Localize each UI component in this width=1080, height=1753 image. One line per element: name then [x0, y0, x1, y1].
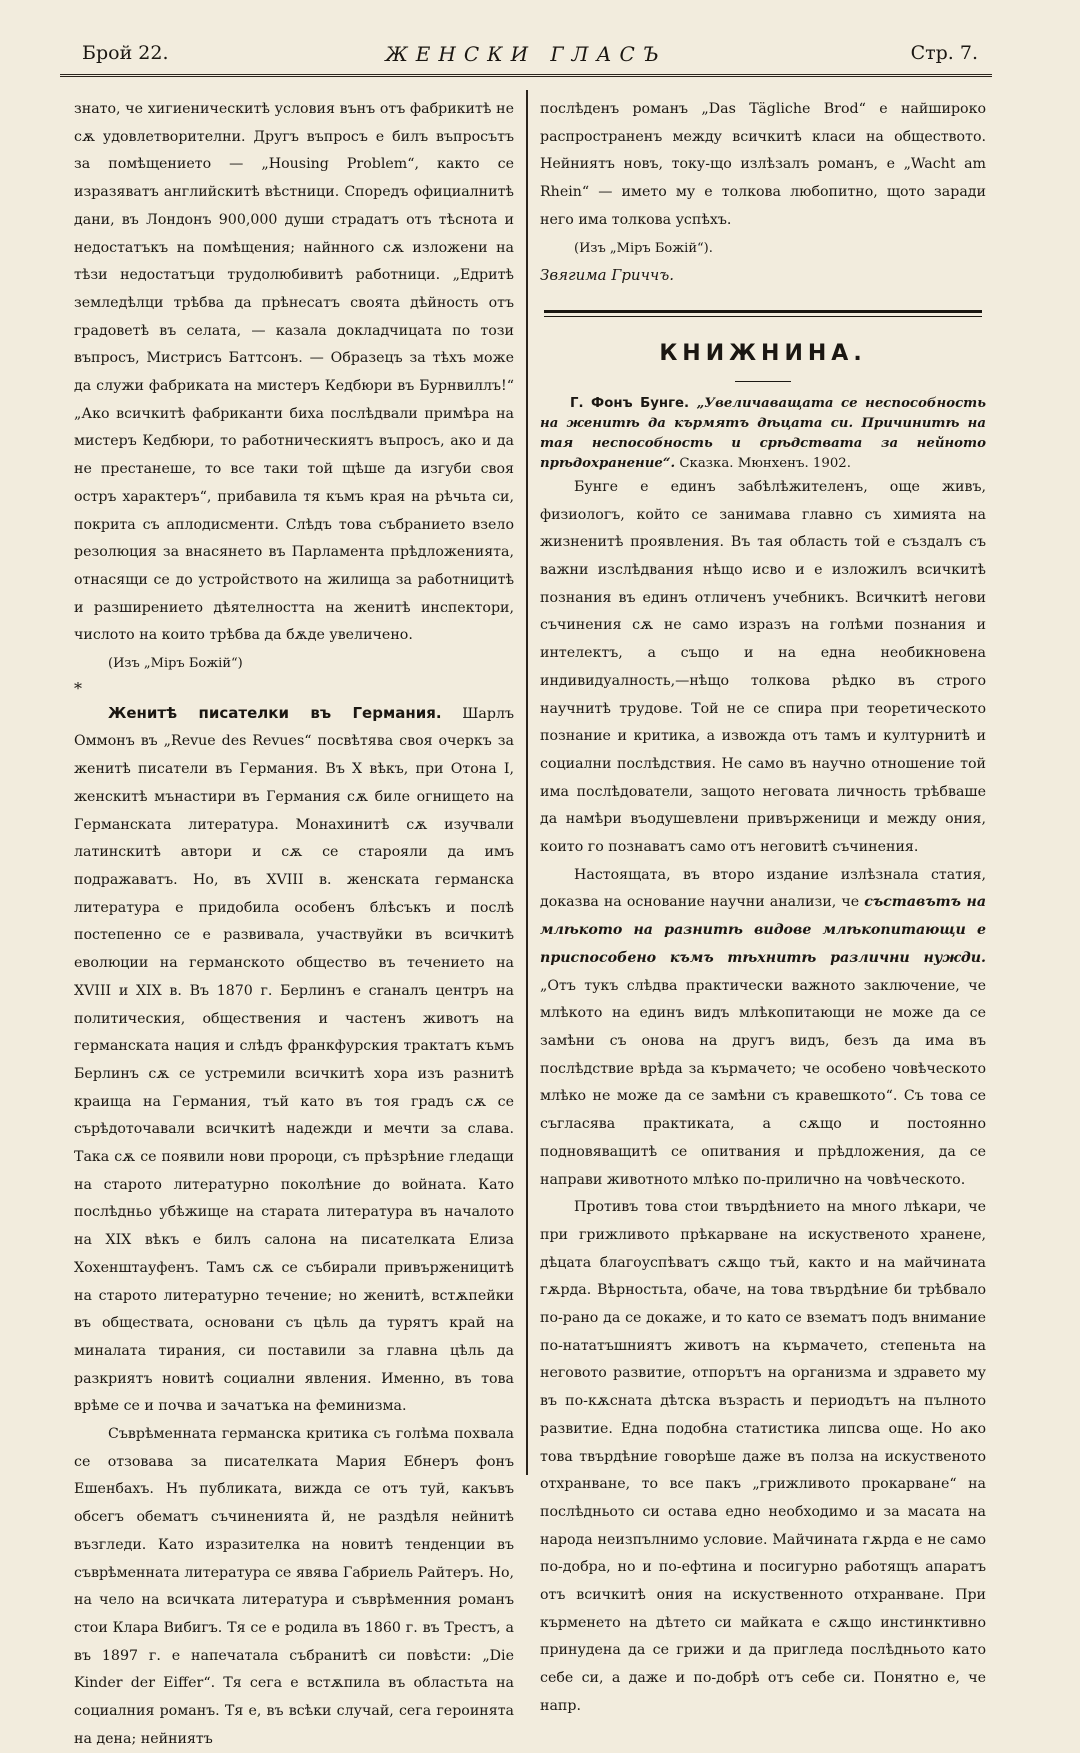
left-column — [74, 96, 514, 1753]
paragraph — [540, 862, 986, 1194]
paragraph: Съврѣменната германска критика съ голѣма похвала се отзовава за писателката Мария Ебнеръ фонъ Ешенбахъ. Нъ публиката, вижда се отъ туй, какъвъ обсегъ обематъ съчиненията й, не раздѣля нейнитѣ възгледи. Като изразителка на новитѣ тенденции въ съврѣменната литература се явява Габриель Райтеръ. Но, на чело на всичката литература и съврѣменния романъ стои Клара Вибигъ. Тя се е родила въ 1860 г. въ Трестъ, а въ 1897 г. е напечатала събранитѣ си повѣсти: „Die Kinder der Eiffer“. Тя сега е встѫпила въ областьта на социалния романъ. Тя е, въ всѣки случай, сега героинята на дена; нейниятъ — [74, 1426, 514, 1747]
section-title: КНИЖНИНА. — [659, 340, 867, 366]
paragraph: послѣденъ романъ „Das Tägliche Brod“ е найширoко распространенъ между всичкитѣ класи на обществото. Нейниятъ новъ, току-що излѣзалъ романъ, е „Wacht am Rhein“ — името му е толкова любопитно, щото заради него има толкова успѣхъ. — [540, 101, 986, 228]
signature: Звягима Гриччъ. — [540, 266, 675, 285]
separator-star: * — [74, 678, 82, 698]
source-note: (Изъ „Міръ Божій“) — [108, 656, 243, 672]
article-paragraph — [74, 700, 514, 1421]
article-text: Шарлъ Оммонъ въ „Revue des Revues“ посвѣтява своя очеркъ за женитѣ писатели въ Германия. Въ X вѣкъ, при Отона I, женскитѣ мънастири въ Германия сѫ биле огнището на Германската литература. Монахинитѣ сѫ изучвали латинскитѣ автори и сѫ се старояли да имъ подражаватъ. Но, въ XVIII в. женската германска литература е придобила особенъ блѣсъкъ и послѣ постепенно се е развивала, участвуйки въ всичкитѣ еволюции на германското общество въ течението на XVIII и XIX в. Въ 1870 г. Берлинъ е craналъ центръ на политическия, обществения и частенъ животъ на германската нация и слѣдъ франкфурския трактатъ къмъ Берлинъ сѫ се устремили всичкитѣ хора изъ разнитѣ краища на Германия, тъй като въ тоя градъ сѫ се сърѣдоточавали всичкитѣ надежди и мечти за слава. Така сѫ се появили нови пророци, съ прѣзрѣние гледащи на старото литературно поколѣние до войната. Като послѣдньо убѣжище на старата литература въ началото на XIX вѣкъ е билъ салона на писателката Елиза Хохенштауфенъ. Тамъ сѫ се събирали привърженицитѣ на старото литературно течение; но женитѣ, встѫпейки въ обществата, основани съ цѣль да турятъ край на миналата тирания, си поставили за главна цѣль да разкриятъ новитѣ социални явления. Именно, въ това врѣме се и почва и зачатъка на феминизма. — [74, 705, 515, 1415]
article-title: Женитѣ писателки въ Германия. — [108, 703, 442, 722]
source-note: (Изъ „Міръ Божій“). — [574, 240, 713, 256]
page-header — [60, 34, 992, 77]
emphasized-text: съставътъ на млѣкото на разнитѣ видове млѣкопитающи е приспособено къмъ тѣхнитѣ различни нужди. — [540, 894, 987, 966]
book-reference — [540, 394, 986, 474]
issue-number: Брой 22. — [82, 42, 169, 64]
right-column — [540, 96, 986, 1721]
text-run: Настоящата, въ второ издание излѣзнала статия, доказва на основание научни анализи, че — [540, 866, 986, 911]
paragraph: Бунге е единъ забѣлѣжителенъ, още живъ, физиологъ, който се занимава главно съ химията на жизненитѣ проявления. Въ тая область той е създалъ съ важни изслѣдвания нѣщо исво и е изложилъ всичкитѣ познания въ единъ отличенъ учебникъ. Всичкитѣ негови съчинения сѫ не само изразъ на голѣми познания и интелектъ, а също и на една необикновена индивидуалность,—нѣщо толкова рѣдко въ строго научнитѣ трудове. Той не се спира при теоретическото познание и критика, а извожда отъ тамъ и културнитѣ и социални послѣдствия. Не само въ научно отношение той има послѣдователи, защото неговата личность трѣбваше да намѣри въодушевлени привърженици и между ония, които го познаватъ само отъ неговитѣ съчинения. — [540, 478, 986, 856]
journal-title: ЖЕНСКИ ГЛАСЪ — [385, 42, 667, 66]
paragraph: Противъ това стои твърдѣнието на много лѣкари, че при грижливото прѣкарване на искуственото хранене, дѣцата благоуспѣватъ сѫщо тъй, както и на майчината гѫрда. Вѣрностьта, обаче, на това твърдѣние би трѣбвало по-рано да се докаже, и то като се взематъ подъ внимание по-нататъшниятъ животъ на кърмачето, степеньта на неговото развитие, отпорътъ на организма и здравето му въ по-кѫсната дѣтска възрасть и периодътъ на пълното развитие. Една подобна статистика липсва още. Но ако това твърдѣние говорѣше даже въ полза на искуственото отхранване, то все пакъ „грижливото прокарване“ на послѣдньото си остава едно необходимо и за масата на народа неизпълнимо условие. Майчината гѫрда е не само по-добра, но и по-ефтина и посигурно работящъ апаратъ отъ всичкитѣ ония на искуственното отхранване. При кърменето на дѣтето си майката е сѫщо инстинктивно принудена да се грижи и да пригледа послѣдньото като себе си, а даже и по-добрѣ отъ себе си. Понятно е, че напр. — [540, 1199, 986, 1714]
book-author: Г. Фонъ Бунге. — [570, 395, 690, 411]
text-run: „Отъ тукъ слѣдва практически важното заключение, че млѣкото на единъ видъ млѣкопитающи не може да се замѣни съ онова на другъ видъ, безъ да има въ послѣдствие врѣда за кърмачето; че особено човѣческото млѣко не може да се замѣни съ кравешкото“. Съ това се съгласява практиката, а сѫщо и постоянно подновяващитѣ се опитвания и прѣдложения, да се направи животното млѣко по-прилично на човѣческото. — [540, 977, 986, 1188]
paragraph: знато, че хигиеническитѣ условия вънъ отъ фабрикитѣ не сѫ удовлетворителни. Другъ въпросъ е билъ въпросътъ за помѣщението — „Housing Problem“, както се изразяватъ английскитѣ вѣстници. Споредъ официалнитѣ дани, въ Лондонъ 900,000 души страдатъ отъ тѣснота и недостатъкъ на помѣщения; найнного сѫ изложени на тѣзи недостатъци трудолюбивитѣ работници. „Едритѣ земледѣлци трѣбва да прѣнесатъ своята дѣйность отъ градоветѣ въ селата, — казала докладчицата по този въпросъ, Мистрисъ Баттсонъ. — Образецъ за тѣхъ може да служи фабриката на мистеръ Кедбюри въ Бурнвиллъ!“ „Ако всичкитѣ фабриканти биха послѣдвали примѣра на мистеръ Кедбюри, то работническиятъ въпросъ, ако и да не престанеше, то все таки той щѣше да изгуби своя остръ характеръ“, прибавила тя къмъ края на рѣчьта си, покрита съ аплодисменти. Слѣдъ това събранието взело резолюция за внасянето въ Парламента прѣдложенията, отнасящи се до устройството на жилища за работницитѣ и разширението дѣятелността на женитѣ инспектори, числото на които трѣбва да бѫде увеличено. — [74, 101, 514, 644]
section-rule-thin — [544, 316, 982, 317]
column-divider — [526, 90, 528, 1475]
book-title: „Увеличаващата се неспособность на женитѣ да кърмятъ дѣцата си. Причинитѣ на тая неспособность и срѣдствата за нейното прѣдохранение“. — [540, 395, 987, 471]
section-rule-thick — [544, 310, 982, 313]
book-publication: Сказка. Мюнхенъ. 1902. — [675, 455, 851, 471]
title-rule — [735, 381, 791, 382]
page-number: Стр. 7. — [910, 42, 978, 64]
